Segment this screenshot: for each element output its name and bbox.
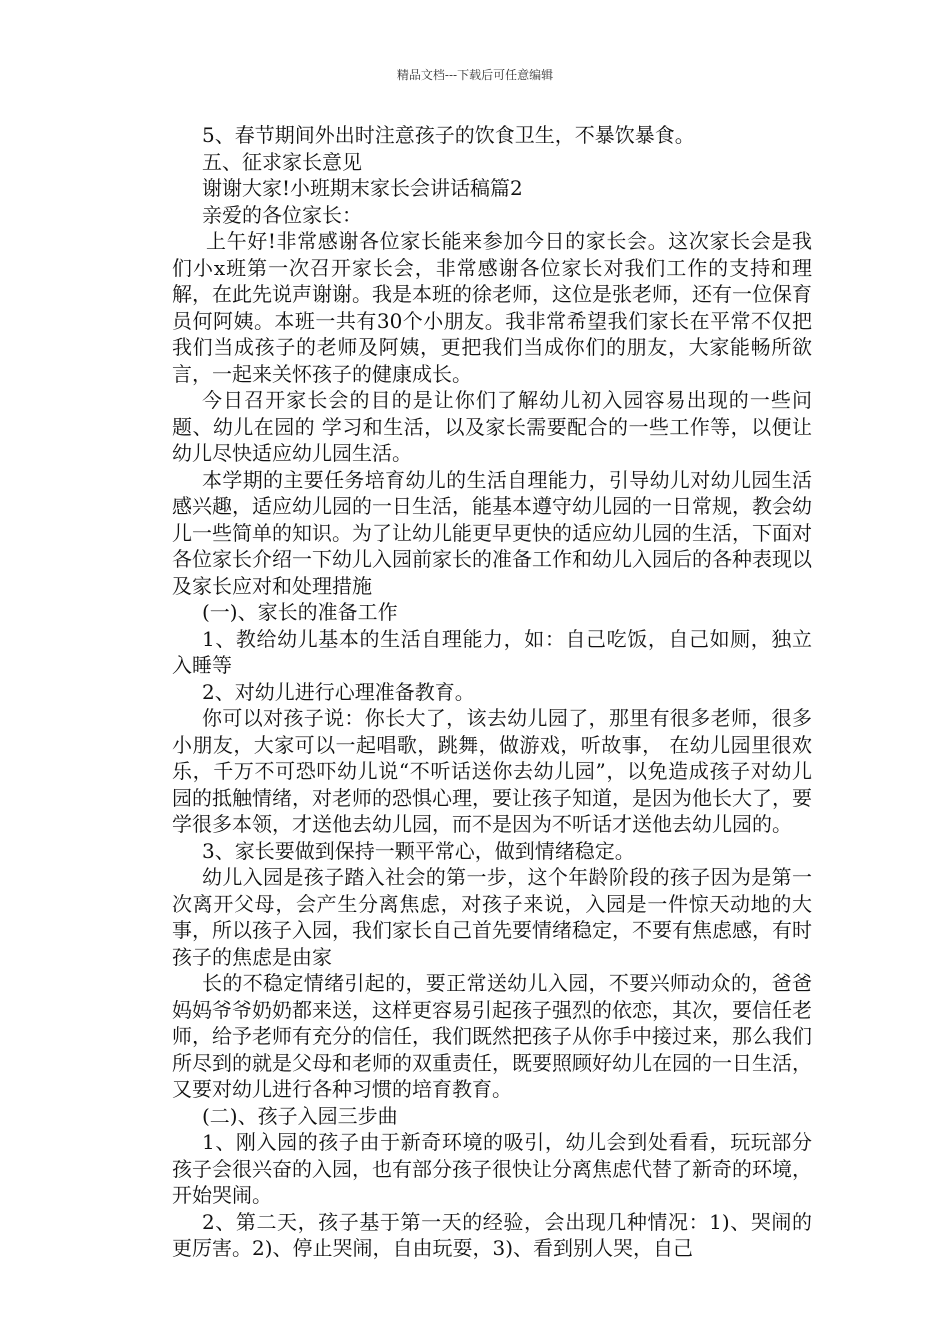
page-header: 精品文档---下载后可任意编辑	[396, 68, 554, 82]
subheading-three-steps: (二)、孩子入园三步曲	[202, 1103, 398, 1128]
step-item-1: 1、刚入园的孩子由于新奇环境的吸引，幼儿会到处看看，玩玩部分孩子会很兴奋的入园，也有部分孩子很快让分离焦虑代替了新奇的环境，开始哭闹。	[172, 1130, 812, 1207]
list-item-1: 1、教给幼儿基本的生活自理能力，如：自己吃饭，自己如厕，独立入睡等	[172, 626, 812, 677]
paragraph-talk-to-child: 你可以对孩子说：你长大了，该去幼儿园了，那里有很多老师，很多小朋友，大家可以一起唱歌，跳舞，做游戏，听故事， 在幼儿园里很欢乐，千万不可恐吓幼儿说“不听话送你去幼儿园”，以免造成孩子对幼儿园的抵触情绪，对老师的恐惧心理，要让孩子知道，是因为他长大了，要学很多本领，才送他去幼儿园，而不是因为不听话才送他去幼儿园的。	[172, 706, 812, 836]
paragraph-trust-teacher: 长的不稳定情绪引起的，要正常送幼儿入园，不要兴师动众的，爸爸妈妈爷爷奶奶都来送，这样更容易引起孩子强烈的依恋，其次，要信任老师，给予老师有充分的信任，我们既然把孩子从你手中接过来，那么我们所尽到的就是父母和老师的双重责任，既要照顾好幼儿在园的一日生活，又要对幼儿进行各种习惯的培育教育。	[172, 971, 812, 1101]
section-heading-5: 五、征求家长意见	[202, 149, 362, 174]
paragraph-purpose: 今日召开家长会的目的是让你们了解幼儿初入园容易出现的一些问题、幼儿在园的 学习和生活，以及家长需要配合的一些工作等，以便让幼儿尽快适应幼儿园生活。	[172, 388, 812, 465]
step-item-2: 2、第二天，孩子基于第一天的经验，会出现几种情况：1)、哭闹的更厉害。2)、停止哭闹，自由玩耍，3)、看到别人哭，自己	[172, 1209, 812, 1260]
salutation: 亲爱的各位家长：	[202, 202, 362, 227]
subheading-parent-preparation: (一)、家长的准备工作	[202, 600, 398, 624]
article-title: 谢谢大家!小班期末家长会讲话稿篇2	[202, 176, 523, 200]
document-body	[172, 122, 812, 1262]
paragraph-separation-anxiety: 幼儿入园是孩子踏入社会的第一步，这个年龄阶段的孩子因为是第一次离开父母，会产生分离焦虑，对孩子来说，入园是一件惊天动地的大事，所以孩子入园，我们家长自己首先要情绪稳定，不要有焦虑感，有时孩子的焦虑是由家	[172, 865, 812, 969]
list-item-2: 2、对幼儿进行心理准备教育。	[202, 679, 475, 704]
paragraph-1: 5、春节期间外出时注意孩子的饮食卫生，不暴饮暴食。	[202, 123, 695, 147]
paragraph-greeting: 上午好!非常感谢各位家长能来参加今日的家长会。这次家长会是我们小x班第一次召开家长会，非常感谢各位家长对我们工作的支持和理解，在此先说声谢谢。我是本班的徐老师，这位是张老师，还有一位保育员何阿姨。本班一共有30个小朋友。我非常希望我们家长在平常不仅把我们当成孩子的老师及阿姨，更把我们当成你们的朋友，大家能畅所欲言，一起来关怀孩子的健康成长。	[172, 229, 812, 386]
paragraph-tasks: 本学期的主要任务培育幼儿的生活自理能力，引导幼儿对幼儿园生活感兴趣，适应幼儿园的一日生活，能基本遵守幼儿园的一日常规，教会幼儿一些简单的知识。为了让幼儿能更早更快的适应幼儿园的生活，下面对各位家长介绍一下幼儿入园前家长的准备工作和幼儿入园后的各种表现以及家长应对和处理措施	[172, 467, 812, 598]
list-item-3: 3、家长要做到保持一颗平常心，做到情绪稳定。	[202, 838, 635, 863]
